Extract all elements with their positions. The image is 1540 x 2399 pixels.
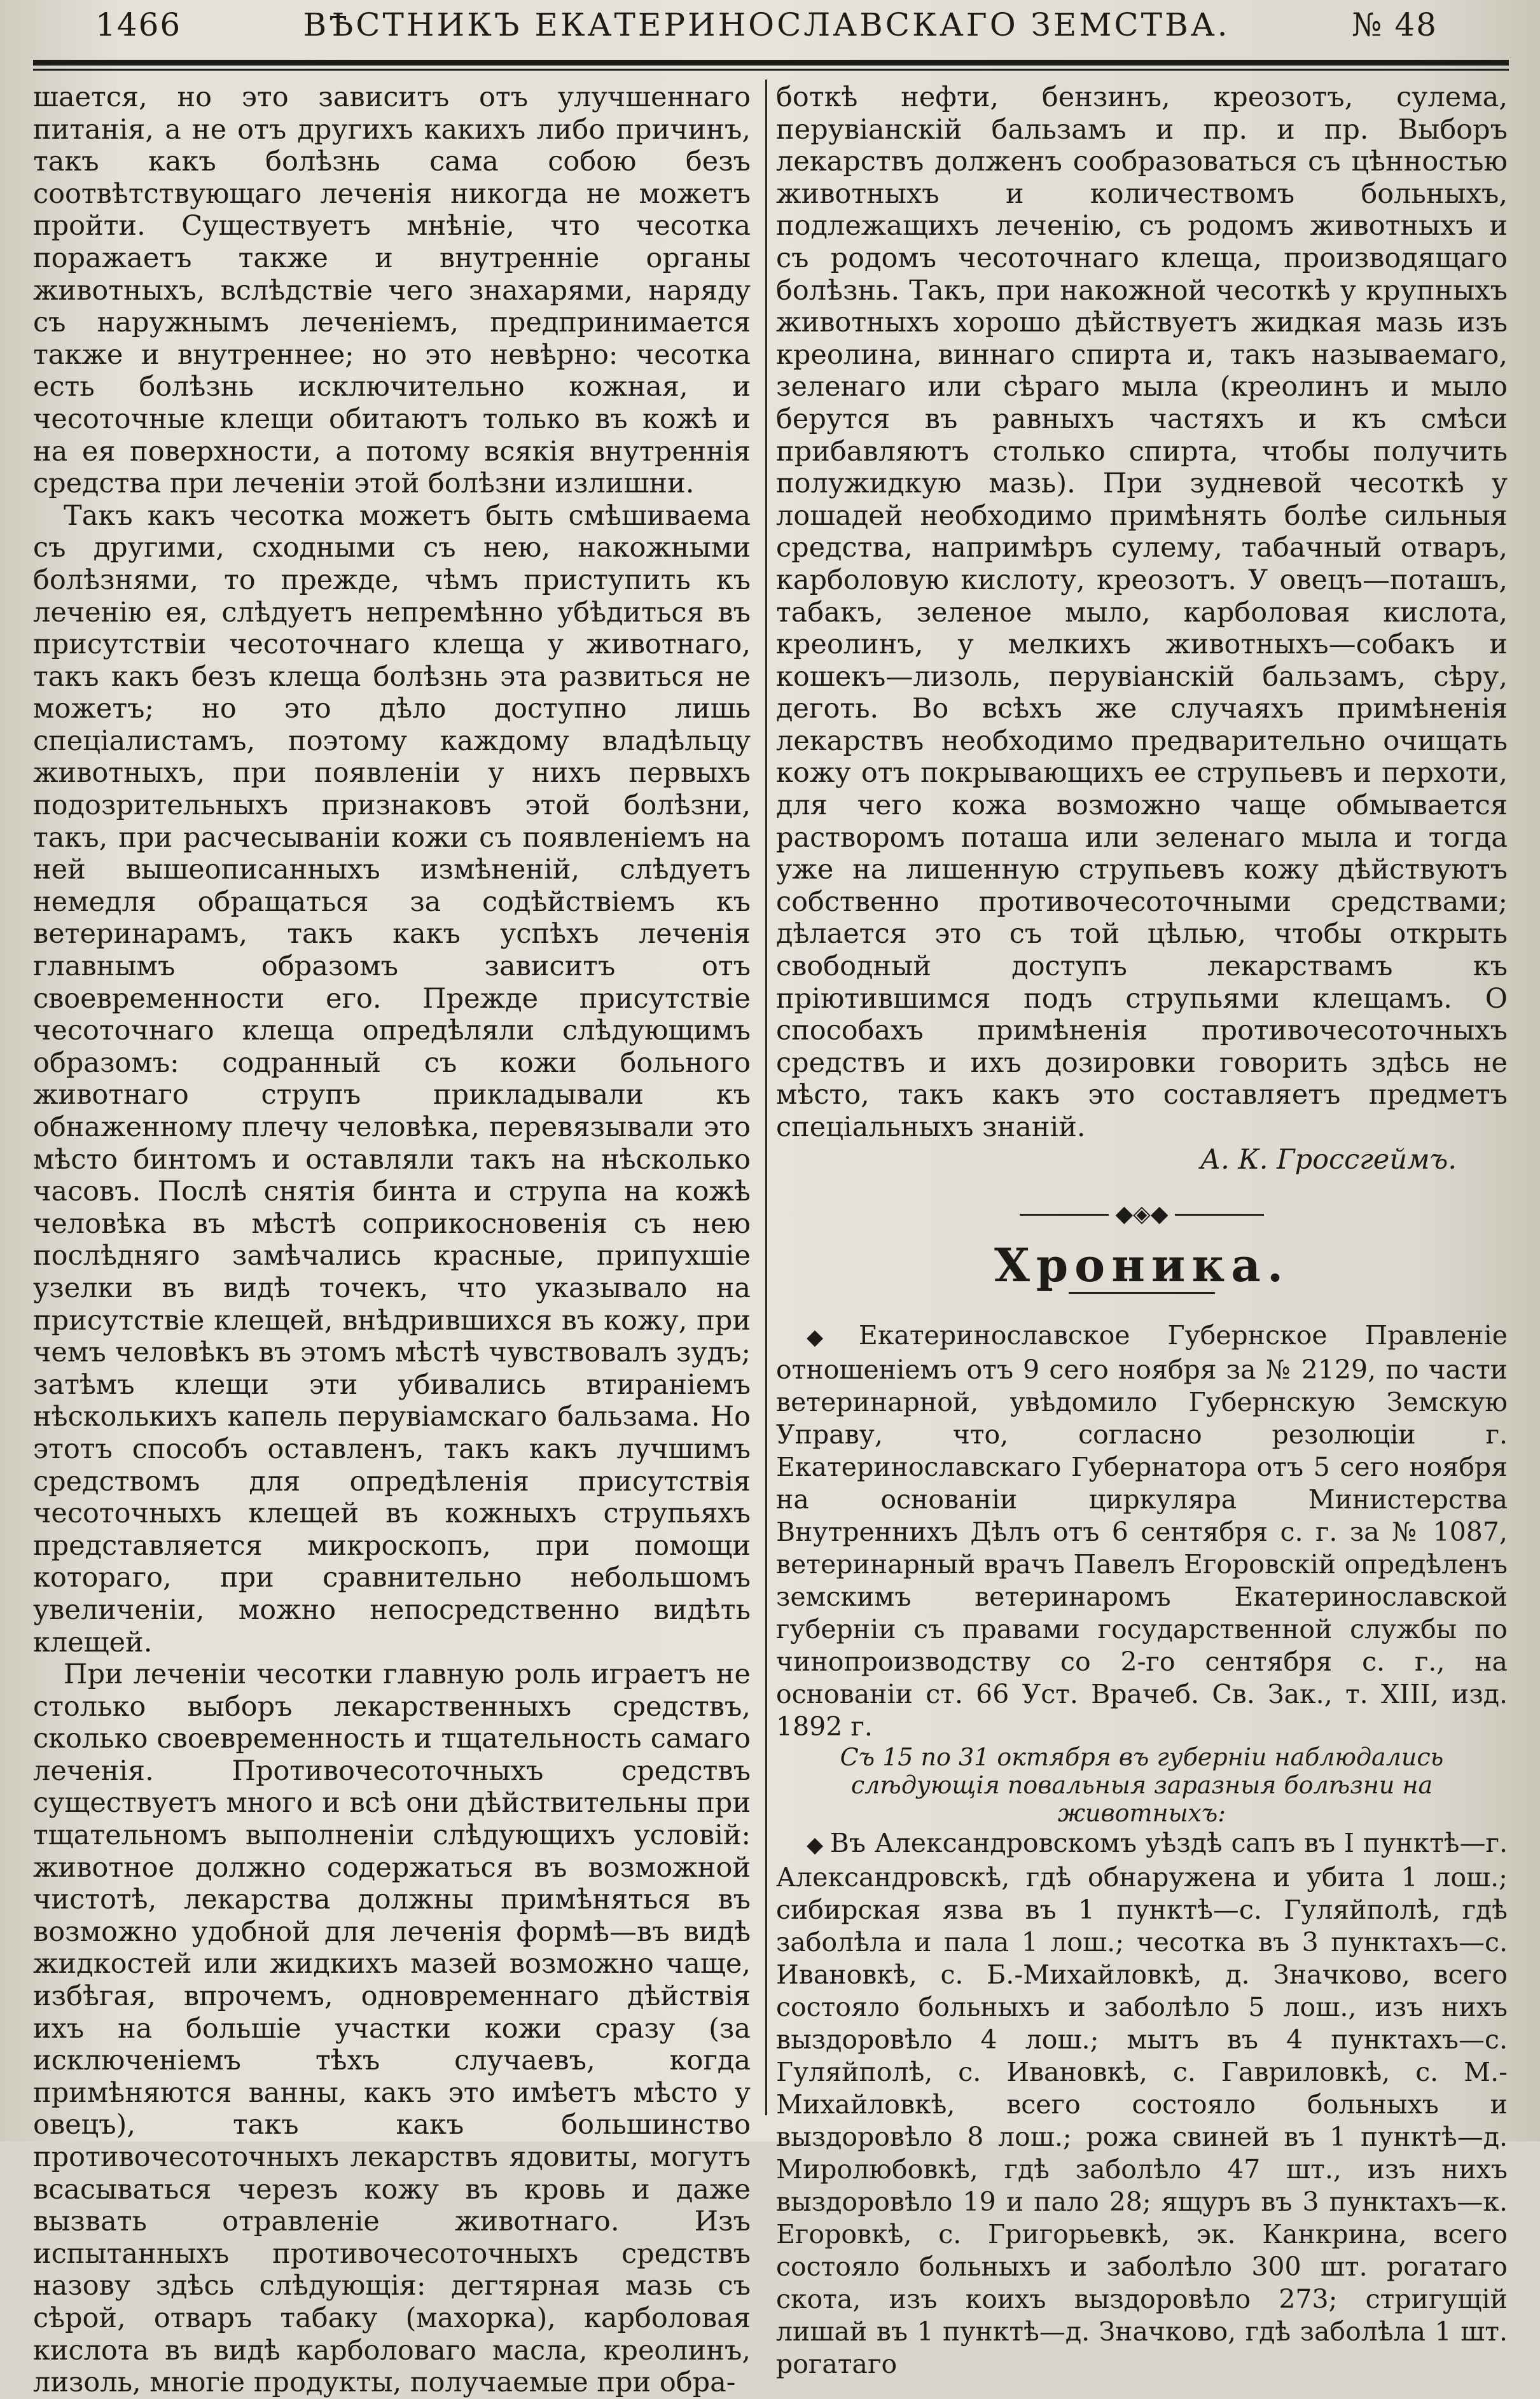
chronicle-item bbox=[776, 1827, 1508, 2381]
page-header bbox=[25, 0, 1514, 50]
article-paragraph: шается, но это зависитъ отъ улучшеннаго питанія, а не отъ другихъ какихъ либо причинъ, такъ какъ болѣзнь сама собою безъ соотвѣтствующаго леченія никогда не можетъ пройти. Существуетъ мнѣніе, что чесотка поражаетъ также и внутренніе органы животныхъ, вслѣдствіе чего знахарями, наряду съ наружнымъ леченіемъ, предпринимается также и внутреннее; но это невѣрно: чесотка есть болѣзнь исключительно кожная, и чесоточные клещи обитаютъ только въ кожѣ и на ея поверхности, а потому всякія внутреннія средства при леченіи этой болѣзни излишни. bbox=[33, 81, 751, 500]
journal-title: ВѢСТНИКЪ ЕКАТЕРИНОСЛАВСКАГО ЗЕМСТВА. bbox=[303, 6, 1230, 43]
author-signature: А. К. Гроссгеймъ. bbox=[1200, 1143, 1457, 1176]
issue-number: № 48 bbox=[1352, 6, 1438, 43]
header-rule-thin bbox=[33, 69, 1509, 71]
item-marker-icon: ◆ bbox=[807, 1832, 824, 1858]
right-column bbox=[776, 81, 1508, 2381]
column-divider bbox=[765, 80, 767, 2115]
article-paragraph: При леченіи чесотки главную роль играетъ не столько выборъ лекарственныхъ средствъ, сколько своевременность и тщательность самаго леченія. Противочесоточныхъ средствъ существуетъ много и всѣ они дѣйствительны при тщательномъ выполненіи слѣдующихъ условій: животное должно содержаться въ возможной чистотѣ, лекарства должны примѣняться въ возможно удобной для леченія формѣ—въ видѣ жидкостей или жидкихъ мазей возможно чаще, избѣгая, впрочемъ, одновременнаго дѣйствія ихъ на большіе участки кожи сразу (за исключеніемъ тѣхъ случаевъ, когда примѣняются ванны, какъ это имѣетъ мѣсто у овецъ), такъ какъ большинство противочесоточныхъ лекарствъ ядовиты, могутъ всасываться черезъ кожу въ кровь и даже вызвать отравленіе животнаго. Изъ испытанныхъ противочесоточныхъ средствъ назову здѣсь слѣдующія: дегтярная мазь съ сѣрой, отваръ табаку (махорка), карболовая кислота въ видѣ карболоваго масла, креолинъ, лизоль, многіе продукты, получаемые при обра- bbox=[33, 1658, 751, 2399]
chronicle-item-text: Екатеринославское Губернское Правленіе отношеніемъ отъ 9 сего ноября за № 2129, по части ветеринарной, увѣдомило Губернскую Земскую Управу, что, согласно резолюціи г. Екатеринославскаго Губернатора отъ 5 сего ноября на основаніи циркуляра Министерства Внутреннихъ Дѣлъ отъ 6 сентября с. г. за № 1087, ветеринарный врачъ Павелъ Егоровскій опредѣленъ земскимъ ветеринаромъ Екатеринославской губерніи съ правами государственной службы по чинопроизводству со 2-го сентября с. г., на основаніи ст. 66 Уст. Врачеб. Св. Зак., т. XIII, изд. 1892 г. bbox=[776, 1320, 1508, 1742]
section-title: Хроника. bbox=[994, 1238, 1290, 1293]
section-ornament bbox=[776, 1197, 1508, 1230]
chronicle-item bbox=[776, 1319, 1508, 1743]
item-marker-icon: ◆ bbox=[807, 1325, 852, 1351]
ornament-knot-icon: ◆◈◆ bbox=[1115, 1200, 1169, 1227]
chronicle-item-text: Въ Александровскомъ уѣздѣ сапъ въ I пунктѣ—г. Александровскѣ, гдѣ обнаружена и убита 1 лош.; сибирская язва въ 1 пунктѣ—с. Гуляйполѣ, гдѣ заболѣла и пала 1 лош.; чесотка въ 3 пунктахъ—с. Ивановкѣ, с. Б.-Михайловкѣ, д. Значково, всего состояло больныхъ и заболѣло 5 лош., изъ нихъ выздоровѣло 4 лош.; мытъ въ 4 пунктахъ—с. Гуляйполѣ, с. Ивановкѣ, с. Гавриловкѣ, с. М.-Михайловкѣ, всего состояло больныхъ и выздоровѣло 8 лош.; рожа свиней въ 1 пунктѣ—д. Миролюбовкѣ, гдѣ заболѣло 47 шт., изъ нихъ выздоровѣло 19 и пало 28; ящуръ въ 3 пунктахъ—к. Егоровкѣ, с. Григорьевкѣ, эк. Канкрина, всего состояло больныхъ и заболѣло 300 шт. рогатаго скота, изъ коихъ выздоровѣло 273; стригущій лишай въ 1 пунктѣ—д. Значково, гдѣ заболѣла 1 шт. рогатаго bbox=[776, 1828, 1508, 2380]
article-continuation: боткѣ нефти, бензинъ, креозотъ, сулема, перувіанскій бальзамъ и пр. и пр. Выборъ лекарствъ долженъ сообразоваться съ цѣнностью животныхъ и количествомъ больныхъ, подлежащихъ леченію, съ родомъ животныхъ и съ родомъ чесоточнаго клеща, производящаго болѣзнь. Такъ, при накожной чесоткѣ у крупныхъ животныхъ хорошо дѣйствуетъ жидкая мазь изъ креолина, виннаго спирта и, такъ называемаго, зеленаго или сѣраго мыла (креолинъ и мыло берутся въ равныхъ частяхъ и къ смѣси прибавляютъ столько спирта, чтобы получить полужидкую мазь). При зудневой чесоткѣ у лошадей необходимо примѣнять болѣе сильныя средства, напримѣръ сулему, табачный отваръ, карболовую кислоту, креозотъ. У овецъ—поташъ, табакъ, зеленое мыло, карболовая кислота, креолинъ, у мелкихъ животныхъ—собакъ и кошекъ—лизоль, перувіанскій бальзамъ, сѣру, деготь. Во всѣхъ же случаяхъ примѣненія лекарствъ необходимо предварительно очищать кожу отъ покрывающихъ ее струпьевъ и перхоти, для чего кожа возможно чаще обмывается растворомъ поташа или зеленаго мыла и тогда уже на лишенную струпьевъ кожу дѣйствуютъ собственно противочесоточными средствами; дѣлается это съ той цѣлью, чтобы открыть свободный доступъ лекарствамъ къ пріютившимся подъ струпьями клещамъ. О способахъ примѣненія противочесоточныхъ средствъ и ихъ дозировки говорить здѣсь не мѣсто, такъ какъ это составляетъ предметъ спеціальныхъ знаній. bbox=[776, 81, 1508, 1143]
title-underline bbox=[1069, 1292, 1215, 1294]
page-number: 1466 bbox=[95, 6, 182, 43]
italic-note: Съ 15 по 31 октября въ губерніи наблюдались слѣдующія повальныя заразныя болѣзни на животныхъ: bbox=[840, 1743, 1444, 1828]
header-rule-thick bbox=[33, 60, 1509, 66]
left-column bbox=[33, 81, 751, 2399]
article-paragraph: Такъ какъ чесотка можетъ быть смѣшиваема съ другими, сходными съ нею, накожными болѣзнями, то прежде, чѣмъ приступить къ леченію ея, слѣдуетъ непремѣнно убѣдиться въ присутствіи чесоточнаго клеща у животнаго, такъ какъ безъ клеща болѣзнь эта развиться не можетъ; но это дѣло доступно лишь спеціалистамъ, поэтому каждому владѣльцу животныхъ, при появленіи у нихъ первыхъ подозрительныхъ признаковъ этой болѣзни, такъ, при расчесываніи кожи съ появленіемъ на ней вышеописанныхъ измѣненій, слѣдуетъ немедля обращаться за содѣйствіемъ къ ветеринарамъ, такъ какъ успѣхъ леченія главнымъ образомъ зависитъ отъ своевременности его. Прежде присутствіе чесоточнаго клеща опредѣляли слѣдующимъ образомъ: содранный съ кожи больного животнаго струпъ прикладывали къ обнаженному плечу человѣка, перевязывали это мѣсто бинтомъ и оставляли такъ на нѣсколько часовъ. Послѣ снятія бинта и струпа на кожѣ человѣка въ мѣстѣ соприкосновенія съ нею послѣдняго замѣчались красные, припухшіе узелки въ видѣ точекъ, что указывало на присутствіе клещей, внѣдрившихся въ кожу, при чемъ человѣкъ въ этомъ мѣстѣ чувствовалъ зудъ; затѣмъ клещи эти убивались втираніемъ нѣсколькихъ капель перувіамскаго бальзама. Но этотъ способъ оставленъ, такъ какъ лучшимъ средствомъ для опредѣленія присутствія чесоточныхъ клещей въ кожныхъ струпьяхъ представляется микроскопъ, при помощи котораго, при сравнительно небольшомъ увеличеніи, можно непосредственно видѣть клещей. bbox=[33, 499, 751, 1658]
